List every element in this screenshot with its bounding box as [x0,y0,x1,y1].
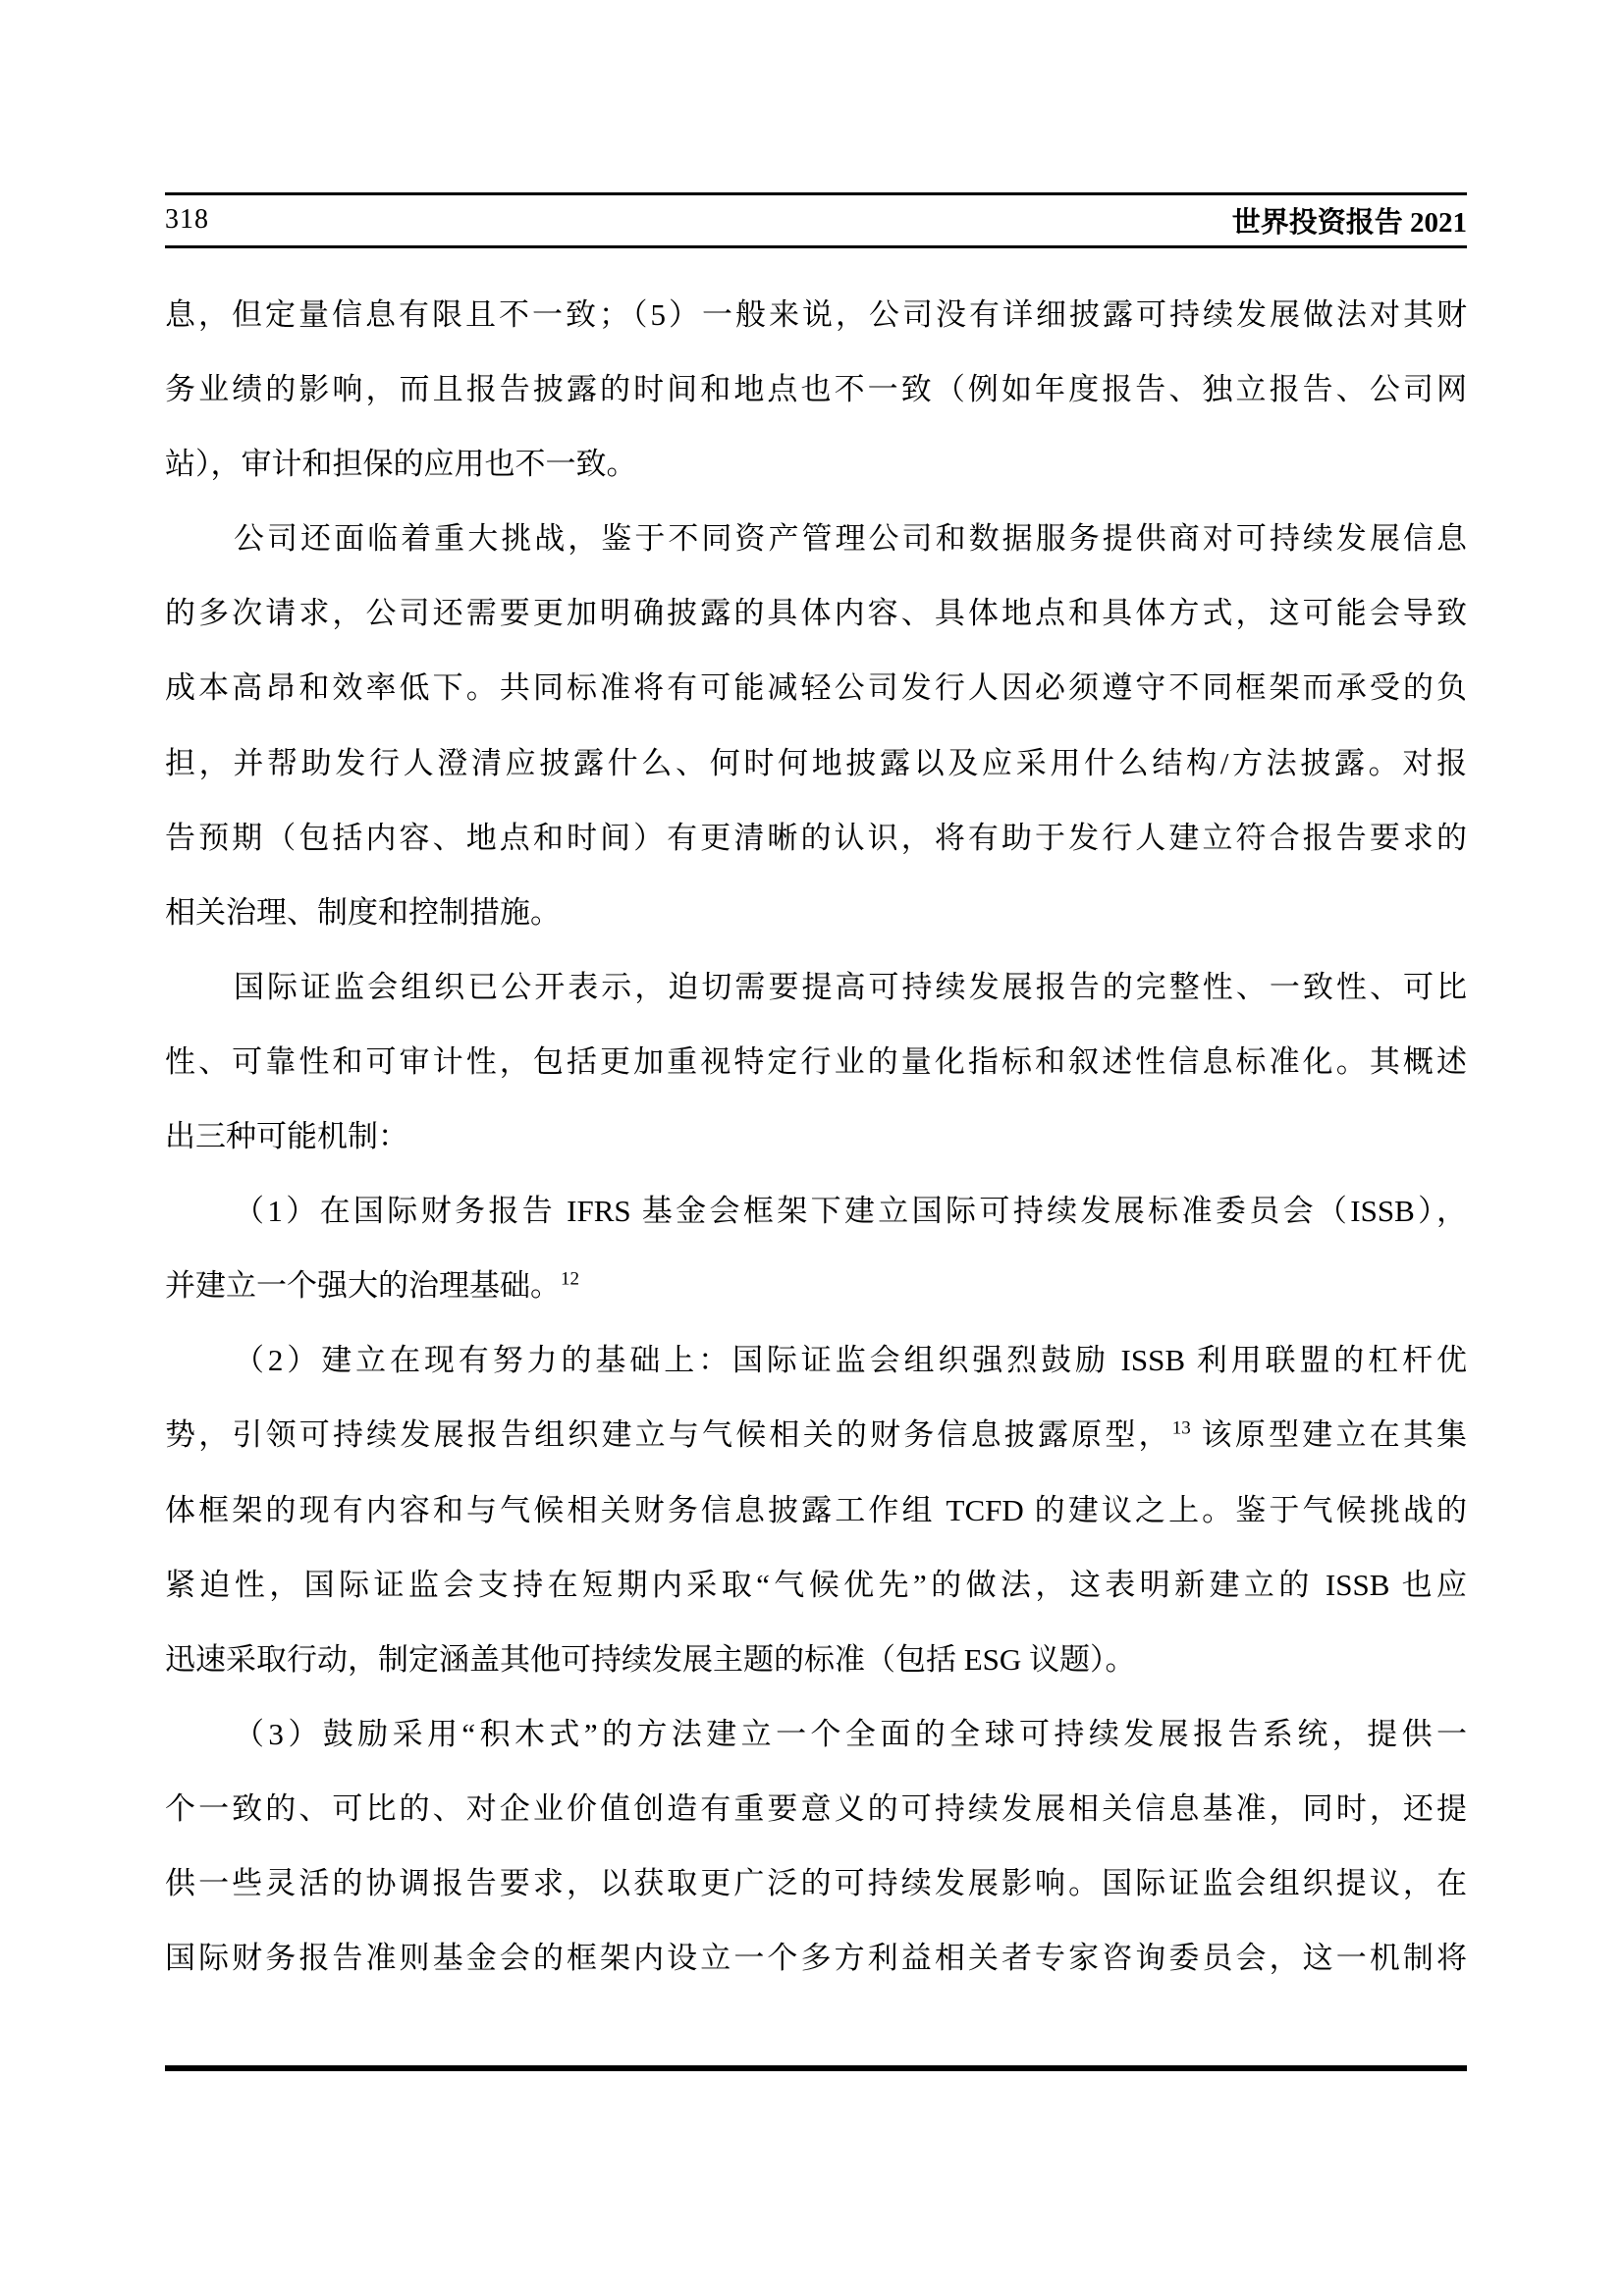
header-top-rule [165,192,1467,195]
body-line [165,801,1467,876]
body-line [165,726,1467,801]
body-line [165,427,1467,502]
body-line [165,1921,1467,1996]
body-line-text: 个一致的、可比的、对企业价值创造有重要意义的可持续发展相关信息基准，同时，还提 [165,1790,1467,1826]
body-line-text: 国际财务报告准则基金会的框架内设立一个多方利益相关者专家咨询委员会，这一机制将 [165,1941,1467,1976]
body-line-text: （1）在国际财务报告 IFRS 基金会框架下建立国际可持续发展标准委员会（ISSB）， [234,1194,1467,1229]
body-line [165,1697,1467,1772]
body-line-text: 紧迫性，国际证监会支持在短期内采取“气候优先”的做法，这表明新建立的 ISSB 也应 [165,1567,1467,1602]
body-line [165,1249,1467,1323]
body-line-text: 的多次请求，公司还需要更加明确披露的具体内容、具体地点和具体方式，这可能会导致 [165,596,1467,631]
body-line [165,950,1467,1025]
body-line [165,1772,1467,1846]
body-line-text: （2）建立在现有努力的基础上：国际证监会组织强烈鼓励 ISSB 利用联盟的杠杆优 [234,1343,1467,1378]
body-line [165,876,1467,950]
body-line-text: 该原型建立在其集 [1190,1417,1468,1453]
body-line-text: 站），审计和担保的应用也不一致。 [165,447,637,482]
body-line-text: 担，并帮助发行人澄清应披露什么、何时何地披露以及应采用什么结构/方法披露。对报 [165,745,1467,780]
body-line [165,1025,1467,1099]
body-line [165,1473,1467,1548]
body-line [165,352,1467,427]
body-line [165,278,1467,352]
body-line-text: 成本高昂和效率低下。共同标准将有可能减轻公司发行人因必须遵守不同框架而承受的负 [165,670,1467,706]
body-line-text: 相关治理、制度和控制措施。 [165,894,561,930]
body-line-text: 务业绩的影响，而且报告披露的时间和地点也不一致（例如年度报告、独立报告、公司网 [165,372,1467,407]
body-line-text: 体框架的现有内容和与气候相关财务信息披露工作组 TCFD 的建议之上。鉴于气候挑战的 [165,1492,1467,1527]
body-line-text: 息，但定量信息有限且不一致；（5）一般来说，公司没有详细披露可持续发展做法对其财 [165,297,1467,332]
body-line [165,1398,1467,1472]
body-line [165,576,1467,651]
page-number: 318 [165,204,209,235]
body-line-text: 国际证监会组织已公开表示，迫切需要提高可持续发展报告的完整性、一致性、可比 [234,969,1467,1004]
body-line-text: （3）鼓励采用“积木式”的方法建立一个全面的全球可持续发展报告系统，提供一 [234,1716,1467,1751]
body-line-text: 并建立一个强大的治理基础。 [165,1268,561,1304]
body-line [165,1323,1467,1398]
body-line [165,1099,1467,1174]
body-line-text: 公司还面临着重大挑战，鉴于不同资产管理公司和数据服务提供商对可持续发展信息 [234,521,1467,557]
footer-rule [165,2065,1467,2071]
body-line [165,651,1467,725]
body-line-text: 势，引领可持续发展报告组织建立与气候相关的财务信息披露原型， [165,1417,1172,1453]
body-line-text: 供一些灵活的协调报告要求，以获取更广泛的可持续发展影响。国际证监会组织提议，在 [165,1865,1467,1900]
body-line [165,502,1467,576]
page-header [165,198,1467,241]
body-line [165,1548,1467,1623]
body-line [165,1623,1467,1697]
body-line-text: 迅速采取行动，制定涵盖其他可持续发展主题的标准（包括 ESG 议题）。 [165,1641,1136,1677]
body-line [165,1174,1467,1249]
body-text [165,278,1467,1996]
report-title: 世界投资报告 2021 [1231,206,1467,239]
body-line [165,1846,1467,1921]
header-bottom-rule [165,245,1467,248]
footnote-ref: 12 [561,1268,579,1290]
body-line-text: 性、可靠性和可审计性，包括更加重视特定行业的量化指标和叙述性信息标准化。其概述 [165,1043,1467,1079]
footnote-ref: 13 [1171,1418,1191,1440]
body-line-text: 告预期（包括内容、地点和时间）有更清晰的认识，将有助于发行人建立符合报告要求的 [165,820,1467,855]
body-line-text: 出三种可能机制： [165,1119,408,1154]
